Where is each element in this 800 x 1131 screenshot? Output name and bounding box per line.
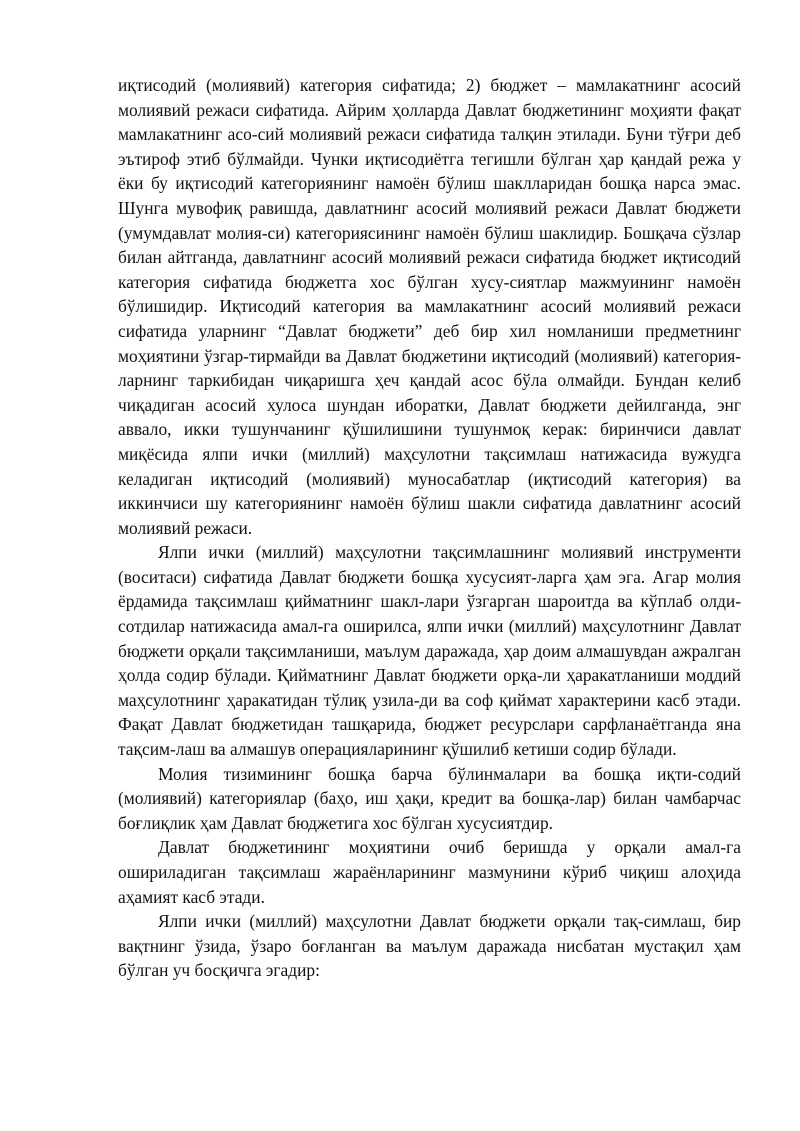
paragraph-1: иқтисодий (молиявий) категория сифатида; 2) бюджет – мамлакатнинг асосий молиявий режаси сифатида. Айрим ҳолларда Давлат бюджетининг моҳияти фақат мамлакатнинг асо-сий молиявий режаси сифатида талқин этилади. Буни тўғри деб эътироф этиб бўлмайди. Чунки иқтисодиётга тегишли бўлган ҳар қандай режа у ёки бу иқтисодий категориянинг намоён бўлиш шаклларидан бошқа нарса эмас. Шунга мувофиқ равишда, давлатнинг асосий молиявий режаси Давлат бюджети (умумдавлат молия-си) категориясининг намоён бўлиш шаклидир. Бошқача сўзлар билан айтганда, давлатнинг асосий молиявий режаси сифатида бюджет иқтисодий категория сифатида бюджетга хос бўлган хусу-сиятлар мажмуининг намоён бўлишидир. Иқтисодий категория ва мамлакатнинг асосий молиявий режаси сифатида уларнинг “Давлат бюджети” деб бир хил номланиши предметнинг моҳиятини ўзгар-тирмайди ва Давлат бюджетини иқтисодий (молиявий) категория-ларнинг таркибидан чиқаришга ҳеч қандай асос бўла олмайди. Бундан келиб чиқадиган асосий хулоса шундан иборатки, Давлат бюджети дейилганда, энг аввало, икки тушунчанинг қўшилишини тушунмоқ керак: биринчиси давлат миқёсида ялпи ички (миллий) маҳсулотни тақсимлаш натижасида вужудга келадиган иқтисодий (молиявий) муносабатлар (иқтисодий категория) ва иккинчиси шу категориянинг намоён бўлиш шакли сифатида давлатнинг асосий молиявий режаси. <box>118 75 741 538</box>
paragraph-4: Давлат бюджетининг моҳиятини очиб беришда у орқали амал-га ошириладиган тақсимлаш жараёнларининг мазмунини кўриб чиқиш алоҳида аҳамият касб этади. <box>118 837 741 907</box>
document-page <box>118 73 741 983</box>
paragraph-2: Ялпи ички (миллий) маҳсулотни тақсимлашнинг молиявий инструменти (воситаси) сифатида Давлат бюджети бошқа хусусият-ларга ҳам эга. Агар молия ёрдамида тақсимлаш қийматнинг шакл-лари ўзгарган шароитда ва кўплаб олди-сотдилар натижасида амал-га оширилса, ялпи ички (миллий) маҳсулотнинг Давлат бюджети орқали тақсимланиши, маълум даражада, ҳар доим алмашувдан ажралган ҳолда содир бўлади. Қийматнинг Давлат бюджети орқа-ли ҳаракатланиши моддий маҳсулотнинг ҳаракатидан тўлиқ узила-ди ва соф қиймат характерини касб этади. Фақат Давлат бюджетидан ташқарида, бюджет ресурслари сарфланаётганда яна тақсим-лаш ва алмашув операцияларининг қўшилиб кетиши содир бўлади. <box>118 542 741 760</box>
paragraph-3: Молия тизимининг бошқа барча бўлинмалари ва бошқа иқти-содий (молиявий) категориялар (баҳо, иш ҳақи, кредит ва бошқа-лар) билан чамбарчас боғлиқлик ҳам Давлат бюджетига хос бўлган хусусиятдир. <box>118 763 741 833</box>
paragraph-5: Ялпи ички (миллий) маҳсулотни Давлат бюджети орқали тақ-симлаш, бир вақтнинг ўзида, ўзаро боғланган ва маълум даражада нисбатан мустақил ҳам бўлган уч босқичга эгадир: <box>118 911 741 981</box>
